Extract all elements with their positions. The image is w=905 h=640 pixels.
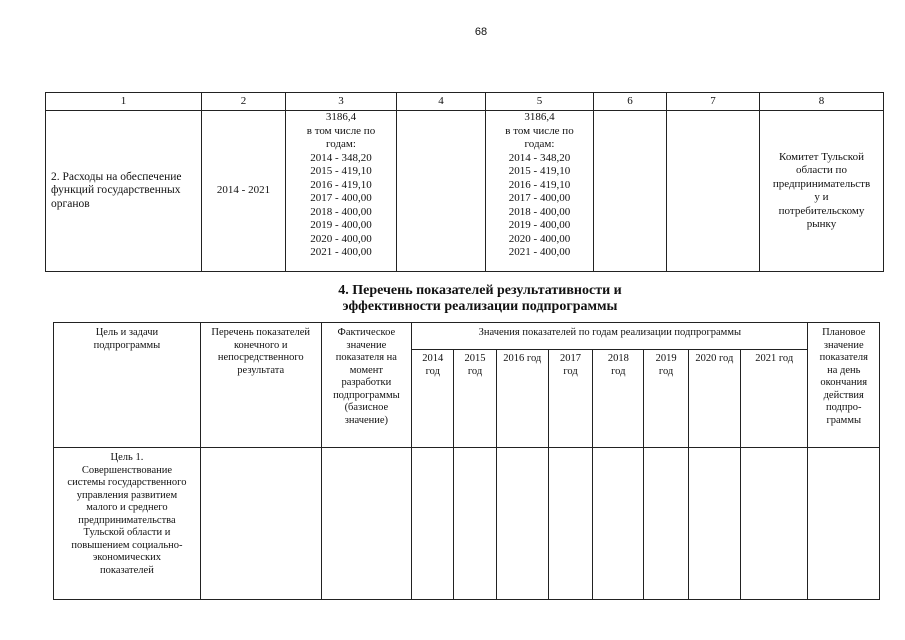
text-line: результата bbox=[237, 364, 285, 376]
text-line: 2018 bbox=[607, 353, 629, 364]
text-line: разработки bbox=[341, 377, 392, 388]
period-cell: 2014 - 2021 bbox=[202, 111, 286, 272]
text-line: 2016 - 419,10 bbox=[508, 178, 571, 191]
text-line: год bbox=[563, 365, 578, 377]
text-line: эффективности реализации подпрограммы bbox=[342, 299, 618, 314]
text-line: в том числе по bbox=[306, 124, 376, 137]
text-line: 3186,4 bbox=[524, 111, 555, 123]
text-line: 2014 - 348,20 bbox=[310, 151, 372, 164]
empty-cell bbox=[594, 111, 667, 272]
text-line: годам: bbox=[524, 138, 555, 150]
regional-funding-cell bbox=[486, 111, 594, 272]
empty-cell bbox=[200, 448, 321, 600]
indicators-table bbox=[53, 322, 880, 600]
text-line: 2020 год bbox=[695, 353, 734, 364]
year-header bbox=[644, 350, 688, 448]
text-line: 2021 год bbox=[755, 353, 794, 364]
empty-cell bbox=[644, 448, 688, 600]
text-line: подпро- bbox=[825, 402, 862, 413]
text-line: 2015 - 419,10 bbox=[310, 165, 372, 177]
column-number: 2 bbox=[202, 93, 286, 111]
text-line: 2014 - 348,20 bbox=[508, 151, 571, 164]
text-line: 2015 - 419,10 bbox=[508, 165, 571, 177]
goals-header bbox=[54, 323, 201, 448]
text-line: Тульской области и bbox=[83, 527, 171, 538]
text-line: показателя bbox=[819, 352, 868, 363]
column-number: 6 bbox=[594, 93, 667, 111]
text-line: (базисное bbox=[344, 402, 389, 413]
year-header bbox=[741, 350, 808, 448]
text-line: 2019 - 400,00 bbox=[508, 219, 571, 231]
year-header bbox=[593, 350, 644, 448]
page-number: 68 bbox=[474, 26, 488, 38]
text-line: Цель 1. bbox=[110, 452, 144, 463]
text-line: годам: bbox=[326, 138, 356, 150]
goal-cell bbox=[54, 448, 201, 600]
expense-name-cell: 2. Расходы на обеспечение функций государственных органов bbox=[46, 111, 202, 272]
text-line: 2017 bbox=[560, 353, 582, 364]
planned-value-header bbox=[808, 323, 880, 448]
column-number: 5 bbox=[486, 93, 594, 111]
empty-cell bbox=[741, 448, 808, 600]
text-line: год bbox=[658, 365, 674, 377]
empty-cell bbox=[548, 448, 592, 600]
text-line: показателей bbox=[100, 564, 154, 576]
text-line: малого и среднего bbox=[86, 502, 168, 513]
expenses-table bbox=[45, 92, 884, 272]
text-line: 4. Перечень показателей результативности и bbox=[338, 283, 622, 298]
text-line: год bbox=[425, 365, 440, 377]
empty-cell bbox=[321, 448, 412, 600]
text-line: 2019 - 400,00 bbox=[310, 219, 372, 231]
text-line: действия bbox=[823, 389, 864, 401]
text-line: граммы bbox=[826, 414, 862, 426]
column-number: 4 bbox=[397, 93, 486, 111]
text-line: 2014 bbox=[422, 353, 444, 364]
text-line: значение bbox=[823, 339, 864, 351]
text-line: Цель и задачи bbox=[95, 327, 159, 338]
text-line: предпринимательства bbox=[78, 514, 176, 526]
text-line: у и bbox=[814, 191, 829, 203]
actual-value-header bbox=[321, 323, 412, 448]
text-line: момент bbox=[349, 364, 383, 376]
text-line: Фактическое bbox=[337, 327, 396, 338]
year-header bbox=[454, 350, 496, 448]
empty-cell bbox=[412, 448, 454, 600]
text-line: 2015 bbox=[464, 353, 486, 364]
text-line: 2021 - 400,00 bbox=[310, 246, 372, 258]
text-line: показателя на bbox=[335, 352, 397, 363]
empty-cell bbox=[397, 111, 486, 272]
year-header bbox=[412, 350, 454, 448]
text-line: год bbox=[467, 365, 483, 377]
text-line: на день bbox=[827, 364, 861, 376]
header-row bbox=[54, 323, 880, 350]
text-line: Плановое bbox=[822, 327, 866, 338]
text-line: 2020 - 400,00 bbox=[508, 232, 571, 245]
text-line: Совершенствование bbox=[81, 464, 173, 476]
text-line: 2021 - 400,00 bbox=[508, 246, 571, 258]
text-line: 2016 - 419,10 bbox=[310, 178, 372, 191]
text-line: 2017 - 400,00 bbox=[508, 192, 571, 204]
column-number: 7 bbox=[667, 93, 760, 111]
column-number: 3 bbox=[286, 93, 397, 111]
text-line: год bbox=[611, 365, 626, 377]
text-line: подпрограммы bbox=[333, 389, 400, 401]
column-number-row bbox=[46, 93, 884, 111]
text-line: конечного и bbox=[233, 339, 288, 351]
year-header bbox=[496, 350, 548, 448]
column-number: 8 bbox=[760, 93, 884, 111]
text-line: Перечень показателей bbox=[211, 327, 311, 338]
empty-cell bbox=[593, 448, 644, 600]
text-line: экономических bbox=[92, 552, 161, 563]
text-line: 2018 - 400,00 bbox=[310, 205, 372, 218]
column-number: 1 bbox=[46, 93, 202, 111]
total-funding-cell bbox=[286, 111, 397, 272]
text-line: 2017 - 400,00 bbox=[310, 192, 372, 204]
empty-cell bbox=[454, 448, 496, 600]
text-line: 2019 bbox=[655, 353, 677, 364]
text-line: 3186,4 bbox=[325, 111, 357, 123]
text-line: в том числе по bbox=[505, 124, 574, 137]
text-line: системы государственного bbox=[67, 477, 187, 488]
year-header bbox=[548, 350, 592, 448]
text-line: окончания bbox=[820, 377, 868, 388]
text-line: непосредственного bbox=[217, 352, 304, 363]
text-line: 2016 год bbox=[503, 353, 542, 364]
text-line: подпрограммы bbox=[93, 339, 161, 351]
table-row bbox=[54, 448, 880, 600]
text-line: области по bbox=[796, 164, 847, 176]
text-line: значение bbox=[346, 339, 387, 351]
year-header bbox=[688, 350, 740, 448]
table-row bbox=[46, 111, 884, 272]
text-line: предпринимательств bbox=[772, 177, 871, 190]
yearly-values-header: Значения показателей по годам реализации подпрограммы bbox=[412, 323, 808, 350]
text-line: рынку bbox=[806, 218, 837, 230]
text-line: 2018 - 400,00 bbox=[508, 205, 571, 218]
text-line: 2020 - 400,00 bbox=[310, 232, 372, 245]
section-title bbox=[230, 283, 730, 315]
text-line: Комитет Тульской bbox=[779, 150, 864, 163]
empty-cell bbox=[496, 448, 548, 600]
empty-cell bbox=[688, 448, 740, 600]
text-line: потребительскому bbox=[778, 204, 865, 217]
text-line: значение) bbox=[344, 414, 389, 426]
responsible-executor-cell bbox=[760, 111, 884, 272]
empty-cell bbox=[667, 111, 760, 272]
text-line: повышением социально- bbox=[71, 539, 183, 551]
indicators-header bbox=[200, 323, 321, 448]
empty-cell bbox=[808, 448, 880, 600]
text-line: управления развитием bbox=[76, 489, 178, 501]
